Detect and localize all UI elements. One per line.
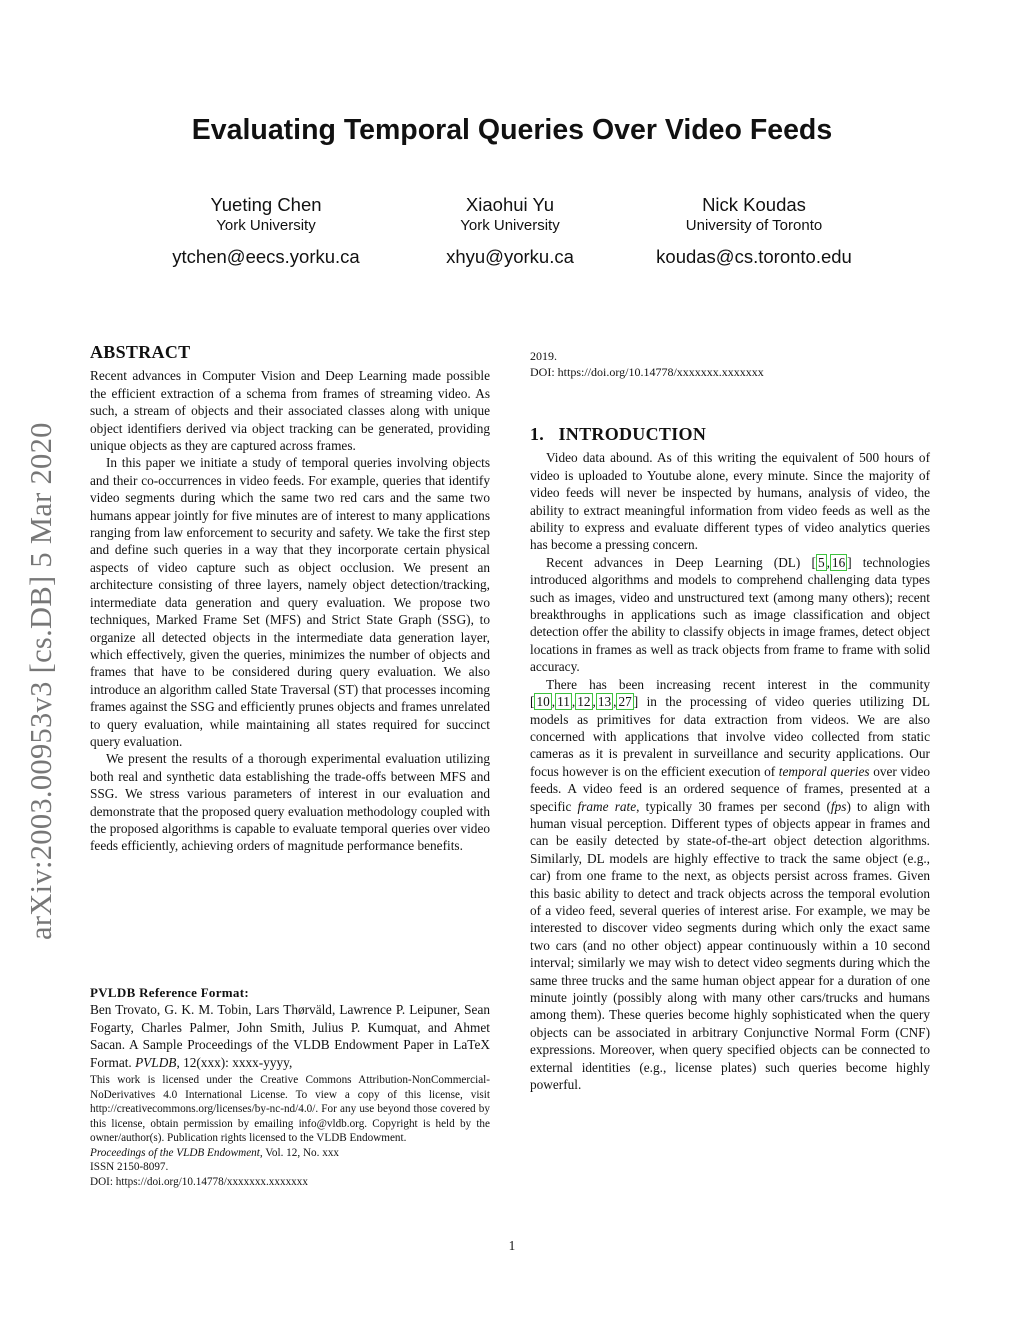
citation-link[interactable]: 12	[577, 694, 591, 710]
author-affiliation: University of Toronto	[685, 217, 823, 234]
citation-link[interactable]: 27	[618, 694, 632, 710]
author-email: ytchen@eecs.yorku.ca	[172, 246, 360, 267]
doi-line: DOI: https://doi.org/10.14778/xxxxxxx.xxxxxxx	[90, 1175, 308, 1188]
introduction-section	[530, 426, 930, 1093]
abstract-paragraph: We present the results of a thorough experimental evaluation utilizing both real and synthetic data establishing the trade-offs between MFS and SSG. We stress various parameters of interest in our evaluation and demonstrate that the proposed query evaluation methodology coupled with the proposed algorithms is capable to evaluate temporal queries over video feeds efficiently, achieving orders of magnitude performance benefits.	[90, 751, 490, 854]
right-top-notes	[530, 348, 930, 380]
intro-text: technologies introduced algorithms and models to comprehend challenging data types such as images, video and unstructured text (among many others); recent breakthroughs in applications such as image classification and object detection offer the ability to classify objects in image frames, detect object locations in frames as well as track objects from frame to frame with solid accuracy.	[530, 554, 931, 675]
pvldb-journal: PVLDB	[135, 1054, 177, 1070]
author-email: koudas@cs.toronto.edu	[656, 246, 852, 267]
author-affiliation: York University	[216, 217, 316, 234]
intro-text: over video feeds. A video feed is an ordered sequence of frames, presented at a specific	[530, 763, 930, 814]
arxiv-identifier: arXiv:2003.00953v3 [cs.DB] 5 Mar 2020	[24, 422, 58, 940]
citation-link[interactable]: 10	[536, 694, 550, 710]
intro-text: ) to align with human visual perception. Different types of objects appear in frames and can be easily detected by state-of-the-art object detection algorithms. Similarly, DL models are highly effective to track the same object (e.g., car) from one frame to the next, as objects persist across frames. Given this basic ability to detect and track objects across the temporal evolution of a video feed, several queries of interest arise. For example, we may be interested to discover video segments during which only the exact same two cars (and no other object) appear continuously within a 10 second interval; similarly we may wish to detect video segments during which the same three trucks and the same human object appear for a duration of one minute jointly (possibly along with many other cars/trucks and humans among them). These queries become highly sophisticated when the query objects can be associated in arbitrary Conjunctive Normal Form (CNF) expressions. Moreover, when query specified objects can be connected to external identities (e.g., license plates) such queries become highly powerful.	[530, 798, 930, 1093]
abstract-paragraph: Recent advances in Computer Vision and Deep Learning made possible the efficient extraction of a schema from frames of streaming video. As such, a stream of objects and their associated classes along with unique object identifiers derived via object tracking can be generated, providing unique objects as they are captured across frames.	[90, 368, 490, 454]
author-block	[604, 193, 904, 269]
emphasis-text: temporal queries	[778, 763, 870, 779]
citation-link[interactable]: 16	[831, 554, 846, 570]
citation-link[interactable]: 5	[817, 554, 825, 570]
pvldb-reference	[90, 984, 490, 1071]
pvldb-citation: Ben Trovato, G. K. M. Tobin, Lars Thørväld, Lawrence P. Leipuner, Sean Fogarty, Charles Palmer, John Smith, Julius P. Kumquat, and Ahmet Sacan. A Sample Proceedings of the VLDB Endowment Paper in LaTeX Format.	[90, 1002, 490, 1070]
author-name: Yueting Chen	[210, 194, 322, 215]
intro-text: There has been increasing recent interest in the community	[546, 676, 930, 692]
intro-text: , typically 30 frames per second (	[636, 798, 831, 814]
paper-title: Evaluating Temporal Queries Over Video Feeds	[191, 114, 833, 146]
pvldb-text	[90, 1001, 490, 1071]
author-affiliation: York University	[460, 217, 560, 234]
author-name: Xiaohui Yu	[465, 194, 555, 215]
abstract-heading: ABSTRACT	[90, 342, 191, 362]
left-column	[90, 344, 490, 855]
arxiv-sidebar	[16, 350, 66, 940]
intro-paragraph: Recent advances in Deep Learning (DL) [ 5 , 16 ] technologies introduced algorithms and models to comprehend challenging data types such as images, video and unstructured text (among many others); recent breakthroughs in applications such as image classification and object detection offer the ability to classify objects in image frames, detect object locations in frames as well as track objects from frame to frame with solid accuracy.	[530, 554, 931, 675]
intro-paragraph: There has been increasing recent interest in the community [ 10 , 11 , 12 , 13 , 27 ] in the processing of video queries utilizing DL models as primitives for data extraction from videos. We are also concerned with applications that involve video collected from static cameras as it is prevalent in surveillance and security applications. Our focus however is on the efficient execution of temporal queries over video feeds. A video feed is an ordered sequence of frames, presented at a specific frame rate, typically 30 frames per second (fps) to align with human visual perception. Different types of objects appear in frames and can be easily detected by state-of-the-art object detection algorithms. Similarly, DL models are highly effective to track the same object (e.g., car) from one frame to the next, as objects persist across frames. Given this basic ability to detect and track objects across the temporal evolution of a video feed, several queries of interest arise. For example, we may be interested to discover video segments during which only the exact same two cars (and no other object) appear continuously within a 10 second interval; similarly we may wish to detect video segments during which the same three trucks and the same human object appear for a duration of one minute jointly (possibly along with many other cars/trucks and humans among them). These queries become highly sophisticated when the query objects can be associated in arbitrary Conjunctive Normal Form (CNF) expressions. Moreover, when query specified objects can be connected to external identities (e.g., license plates) such queries become highly powerful.	[530, 676, 930, 1093]
author-email: xhyu@yorku.ca	[446, 246, 574, 267]
proceedings-volume: Vol. 12, No. xxx	[262, 1146, 340, 1159]
citation-link[interactable]: 13	[597, 694, 612, 710]
issn-line: ISSN 2150-8097.	[90, 1161, 169, 1173]
intro-text: in the processing of video queries utilizing DL models as primitives for data extraction from videos. We are also concerned with applications that involve video collected from static cameras as it is prevalent in surveillance and security applications. Our focus however is on the efficient execution of	[530, 694, 930, 779]
license-text: This work is licensed under the Creative Commons Attribution-NonCommercial-NoDerivatives 4.0 International License. To view a copy of this license, visit http://creativecommons.org/licenses/by-nc-nd/4.0/. For any use beyond those covered by this license, obtain permission by emailing info@vldb.org. Copyright is held by the owner/author(s). Publication rights licensed to the VLDB Endowment.	[90, 1074, 490, 1144]
abstract-paragraph: In this paper we initiate a study of temporal queries involving objects and their co-occurrences in video feeds. For example, queries that identify video segments during which the same two red cars and the same two humans appear jointly for five minutes are of interest to many applications ranging from law enforcement to security and safety. We take the first step and define such queries in a way that they incorporate certain physical aspects of video capture such as object occlusion. We present an architecture consisting of three layers, namely object detection/tracking, intermediate data generation and query evaluation. We propose two techniques, Marked Frame Set (MFS) and Strict State Graph (SSG), to organize all detected objects in the intermediate data generation layer, which effectively, given the queries, minimizes the number of objects and frames that have to be considered during query evaluation. We also introduce an algorithm called State Traversal (ST) that processes incoming frames against the SSG and efficiently prunes objects and frames unrelated to query evaluation, while maintaining all states required for succinct query evaluation.	[90, 455, 490, 749]
emphasis-text: fps	[830, 798, 847, 814]
page-number: 1	[508, 1238, 516, 1253]
pvldb-heading: PVLDB Reference Format:	[90, 985, 249, 1000]
proceedings-line	[90, 1146, 490, 1161]
intro-text: Recent advances in Deep Learning (DL)	[546, 554, 812, 570]
doi-line: DOI: https://doi.org/10.14778/xxxxxxx.xxxxxxx	[530, 365, 764, 379]
license-block	[90, 1073, 490, 1189]
intro-paragraph: Video data abound. As of this writing the equivalent of 500 hours of video is uploaded to Youtube alone, every minute. Since the majority of video feeds will never be inspected by humans, analysis of video, the ability to extract meaningful information from video feeds as well as the ability to express and evaluate different types of video analytics queries has become a pressing concern.	[530, 450, 930, 553]
emphasis-text: frame rate	[577, 798, 637, 814]
citation-link[interactable]: 11	[557, 694, 570, 710]
proceedings-title: Proceedings of the VLDB Endowment,	[90, 1146, 263, 1159]
author-name: Nick Koudas	[702, 194, 806, 215]
introduction-heading: 1. INTRODUCTION	[530, 424, 707, 444]
publication-year: 2019.	[530, 349, 557, 363]
pvldb-volume: , 12(xxx): xxxx-yyyy,	[176, 1054, 293, 1070]
